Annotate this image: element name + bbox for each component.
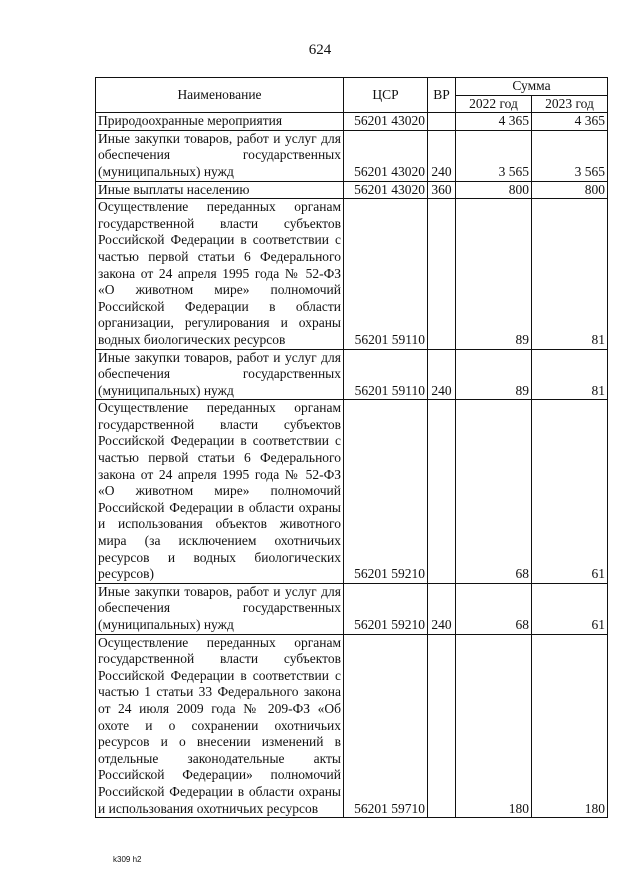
row-sum-2023: 81 <box>532 349 608 400</box>
row-csr: 56201 59110 <box>344 199 428 349</box>
header-year-2022: 2022 год <box>456 95 532 113</box>
header-name: Наименование <box>96 78 344 113</box>
row-sum-2022: 68 <box>456 583 532 634</box>
row-csr: 56201 59110 <box>344 349 428 400</box>
row-sum-2023: 180 <box>532 634 608 818</box>
table-row <box>96 181 608 199</box>
row-vr <box>428 199 456 349</box>
row-name: Иные закупки товаров, работ и услуг для обеспечения государственных (муниципальных) нужд <box>96 349 344 400</box>
row-sum-2022: 3 565 <box>456 130 532 181</box>
row-sum-2023: 61 <box>532 583 608 634</box>
row-sum-2023: 800 <box>532 181 608 199</box>
row-sum-2022: 4 365 <box>456 113 532 131</box>
row-sum-2023: 61 <box>532 400 608 584</box>
row-sum-2022: 800 <box>456 181 532 199</box>
row-name: Осуществление переданных органам государственной власти субъектов Российской Федерации в соответствии с частью первой статьи 6 Федерального закона от 24 апреля 1995 года № 52-ФЗ «О животном мире» полномочий Российской Федерации в области охраны и использования объектов животного мира (за исключением охотничьих ресурсов и водных биологических ресурсов) <box>96 400 344 584</box>
row-vr <box>428 634 456 818</box>
header-vr: ВР <box>428 78 456 113</box>
footer-code: k309 h2 <box>113 855 142 864</box>
table-row <box>96 199 608 349</box>
row-csr: 56201 59210 <box>344 583 428 634</box>
row-sum-2023: 3 565 <box>532 130 608 181</box>
row-sum-2023: 81 <box>532 199 608 349</box>
row-name: Осуществление переданных органам государственной власти субъектов Российской Федерации в соответствии с частью первой статьи 6 Федерального закона от 24 апреля 1995 года № 52-ФЗ «О животном мире» полномочий Российской Федерации в области организации, регулирования и охраны водных биологических ресурсов <box>96 199 344 349</box>
row-name: Иные закупки товаров, работ и услуг для обеспечения государственных (муниципальных) нужд <box>96 130 344 181</box>
table-body <box>96 113 608 818</box>
row-sum-2022: 68 <box>456 400 532 584</box>
header-csr: ЦСР <box>344 78 428 113</box>
row-sum-2023: 4 365 <box>532 113 608 131</box>
row-vr <box>428 113 456 131</box>
row-name: Иные выплаты населению <box>96 181 344 199</box>
table-row <box>96 634 608 818</box>
row-csr: 56201 43020 <box>344 130 428 181</box>
row-csr: 56201 43020 <box>344 181 428 199</box>
row-vr: 240 <box>428 349 456 400</box>
row-name: Природоохранные мероприятия <box>96 113 344 131</box>
row-csr: 56201 59210 <box>344 400 428 584</box>
row-vr: 240 <box>428 130 456 181</box>
page-number: 624 <box>308 42 332 58</box>
row-vr <box>428 400 456 584</box>
row-sum-2022: 89 <box>456 349 532 400</box>
table-row <box>96 130 608 181</box>
budget-table <box>95 77 608 818</box>
row-name: Иные закупки товаров, работ и услуг для обеспечения государственных (муниципальных) нужд <box>96 583 344 634</box>
row-csr: 56201 43020 <box>344 113 428 131</box>
row-vr: 360 <box>428 181 456 199</box>
row-name: Осуществление переданных органам государственной власти субъектов Российской Федерации в соответствии с частью 1 статьи 33 Федерального закона от 24 июля 2009 года № 209-ФЗ «Об охоте и о сохранении охотничьих ресурсов и о внесении изменений в отдельные законодательные акты Российской Федерации» полномочий Российской Федерации в области охраны и использования охотничьих ресурсов <box>96 634 344 818</box>
table-row <box>96 113 608 131</box>
header-year-2023: 2023 год <box>532 95 608 113</box>
table-row <box>96 349 608 400</box>
row-sum-2022: 89 <box>456 199 532 349</box>
row-vr: 240 <box>428 583 456 634</box>
row-csr: 56201 59710 <box>344 634 428 818</box>
row-sum-2022: 180 <box>456 634 532 818</box>
table-row <box>96 400 608 584</box>
header-sum: Сумма <box>456 78 608 96</box>
table-row <box>96 583 608 634</box>
